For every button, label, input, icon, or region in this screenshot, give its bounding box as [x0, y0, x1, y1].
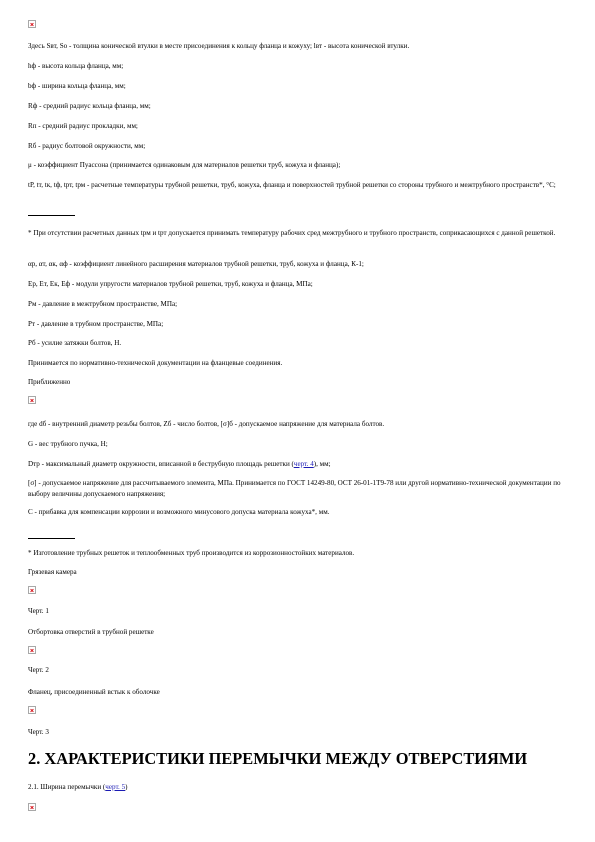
- broken-image-icon: [28, 706, 36, 714]
- paragraph: G - вес трубного пучка, Н;: [28, 440, 108, 448]
- paragraph: Рм - давление в межтрубном пространстве, МПа;: [28, 300, 178, 308]
- paragraph: Грязевая камера: [28, 568, 77, 576]
- paragraph: tP, tт, tк, tф, tрт, tрм - расчетные температуры трубной решетки, труб, кожуха, фланца и поверхностей трубной решетки со стороны трубного и межтрубного пространств*, °С;: [28, 181, 556, 189]
- paragraph: αр, αт, αк, αф - коэффициент линейного расширения материалов трубной решетки, труб, кожуха и фланца, К-1;: [28, 260, 364, 268]
- paragraph: Фланец, присоединенный встык к оболочке: [28, 688, 160, 696]
- link-drawing-5[interactable]: черт. 5: [105, 783, 126, 791]
- broken-image-icon: [28, 396, 36, 404]
- paragraph: Рб - усилие затяжки болтов, Н.: [28, 339, 122, 347]
- figure-caption: Черт. 3: [28, 728, 49, 736]
- footnote-divider: [28, 538, 75, 539]
- paragraph: hф - высота кольца фланца, мм;: [28, 62, 124, 70]
- broken-image-icon: [28, 646, 36, 654]
- footnote: * Изготовление трубных решеток и теплообменных труб производится из коррозионностойких материалов.: [28, 549, 355, 557]
- paragraph: Ер, Ет, Ек, Еф - модули упругости материалов трубной решетки, труб, кожуха и фланца, МПа;: [28, 280, 313, 288]
- paragraph: С - прибавка для компенсации коррозии и возможного минусового допуска материала кожуха*, мм.: [28, 508, 330, 516]
- paragraph: Приближенно: [28, 378, 71, 386]
- paragraph: Принимается по нормативно-технической документации на фланцевые соединения.: [28, 359, 283, 367]
- text: 2.1. Ширина перемычки (: [28, 783, 106, 791]
- paragraph: μ - коэффициент Пуассона (принимается одинаковым для материалов решетки труб, кожуха и фланца);: [28, 161, 341, 169]
- figure-caption: Черт. 2: [28, 666, 49, 674]
- paragraph: Отбортовка отверстий в трубной решетке: [28, 628, 154, 636]
- paragraph: Рт - давление в трубном пространстве, МПа;: [28, 320, 164, 328]
- paragraph: Rб - радиус болтовой окружности, мм;: [28, 142, 146, 150]
- text: Dтр - максимальный диаметр окружности, вписанной в беструбную площадь решетки (: [28, 460, 294, 468]
- text: ), мм;: [313, 460, 331, 468]
- paragraph: [σ] - допускаемое напряжение для рассчитываемого элемента, МПа. Принимается по ГОСТ 14249-80, ОСТ 26-01-1Т9-78 или другой нормативно-технической документации по выбору величины допускаемого напряжения;: [28, 479, 561, 498]
- paragraph: Rф - средний радиус кольца фланца, мм;: [28, 102, 151, 110]
- broken-image-icon: [28, 20, 36, 28]
- paragraph: bф - ширина кольца фланца, мм;: [28, 82, 126, 90]
- link-drawing-4[interactable]: черт. 4: [293, 460, 314, 468]
- paragraph: где dб - внутренний диаметр резьбы болтов, Zб - число болтов, [σ]б - допускаемое напряжение для материала болтов.: [28, 420, 385, 428]
- broken-image-icon: [28, 586, 36, 594]
- figure-caption: Черт. 1: [28, 607, 49, 615]
- paragraph: Здесь Sвт, Sо - толщина конической втулки в месте присоединения к кольцу фланца и кожуху; lвт - высота конической втулки.: [28, 42, 410, 50]
- text: ): [125, 783, 128, 791]
- paragraph: [28, 459, 571, 470]
- section-heading: 2. ХАРАКТЕРИСТИКИ ПЕРЕМЫЧКИ МЕЖДУ ОТВЕРСТИЯМИ: [28, 749, 528, 768]
- footnote: * При отсутствии расчетных данных tрм и tрт допускается принимать температуру рабочих сред межтрубного и трубного пространств, соприкасающихся с данной решеткой.: [28, 229, 556, 237]
- paragraph: [28, 782, 571, 793]
- broken-image-icon: [28, 803, 36, 811]
- paragraph: Rп - средний радиус прокладки, мм;: [28, 122, 138, 130]
- footnote-divider: [28, 215, 75, 216]
